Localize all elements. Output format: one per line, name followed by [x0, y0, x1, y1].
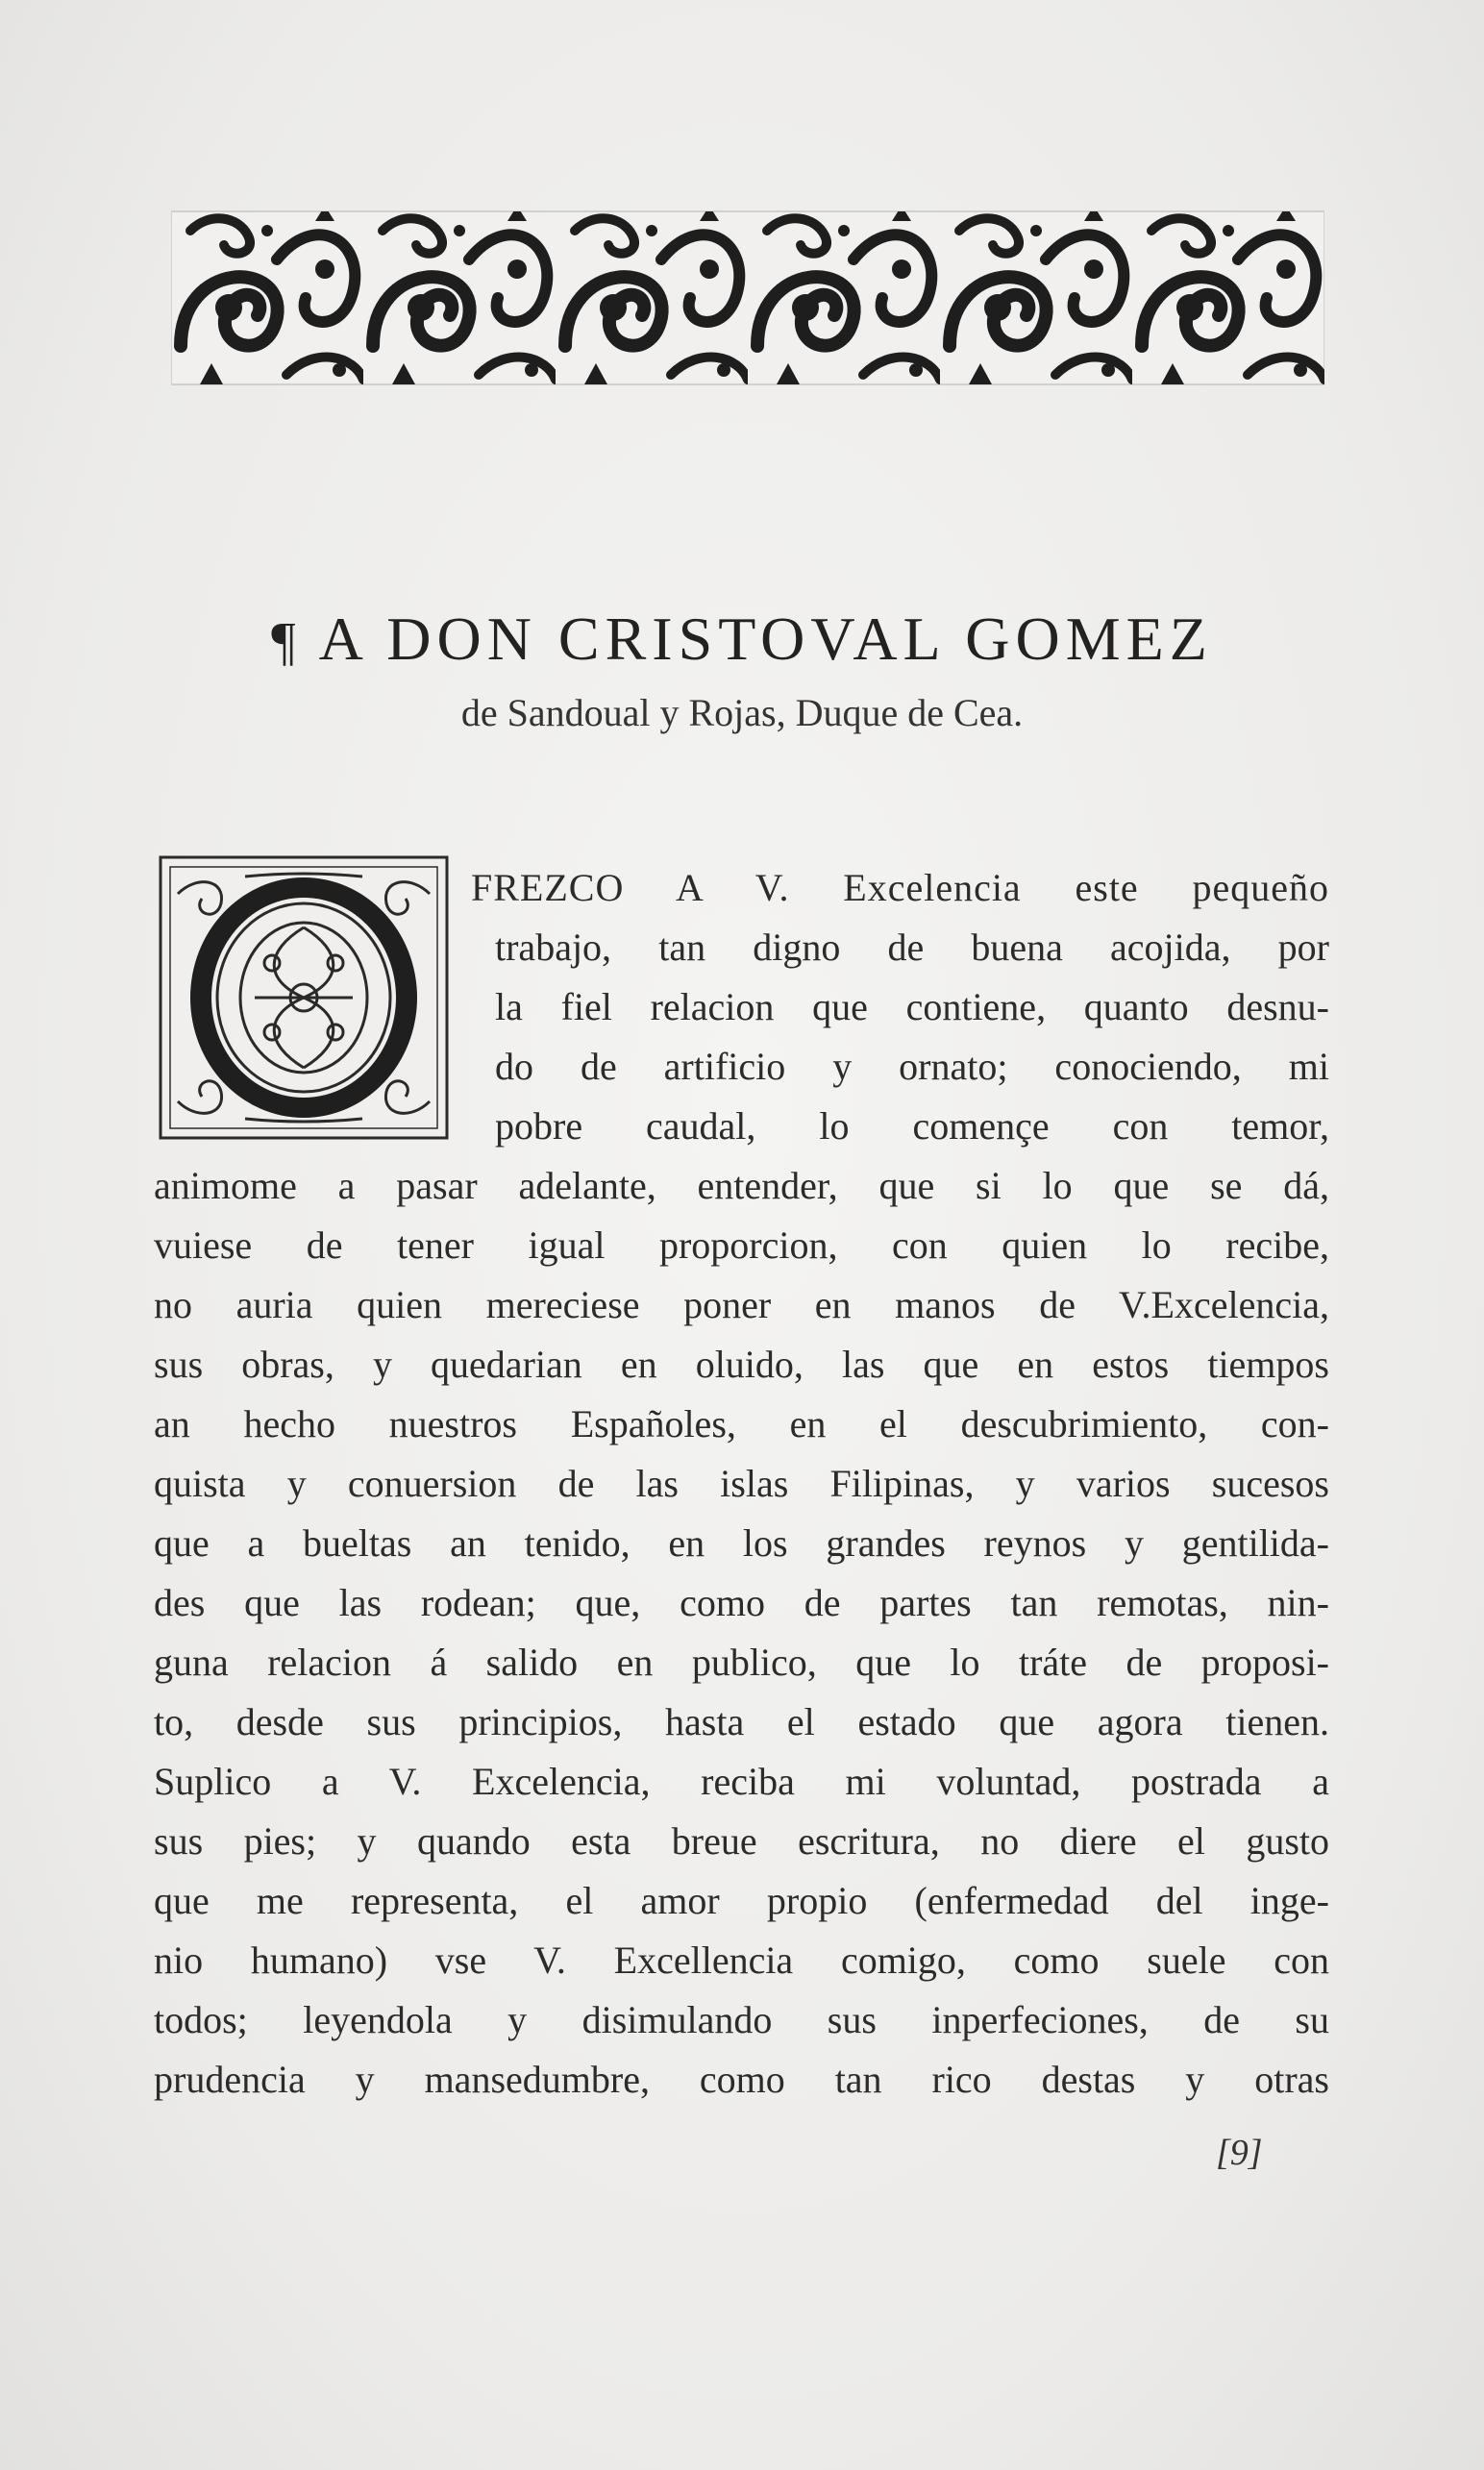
body-line-17: sus pies; y quando esta breue escritura, no diere el gusto: [154, 1819, 1329, 1863]
heading-title: A DON CRISTOVAL GOMEZ: [318, 605, 1213, 673]
body-line-16: Suplico a V. Excelencia, reciba mi voluntad, postrada a: [154, 1760, 1329, 1803]
body-line-15: to, desde sus principios, hasta el estado que agora tienen.: [154, 1700, 1329, 1743]
body-line-9: sus obras, y quedarian en oluido, las que en estos tiempos: [154, 1343, 1329, 1386]
body-line-7: vuiese de tener igual proporcion, con quien lo recibe,: [154, 1223, 1329, 1267]
body-line-18: que me representa, el amor propio (enfermedad del inge-: [154, 1879, 1329, 1922]
body-line-6: animome a pasar adelante, entender, que si lo que se dá,: [154, 1164, 1329, 1207]
body-line-11: quista y conuersion de las islas Filipinas, y varios sucesos: [154, 1462, 1329, 1505]
body-line-8: no auria quien mereciese poner en manos de V.Excelencia,: [154, 1283, 1329, 1326]
body-line-3: la fiel relacion que contiene, quanto desnu-: [495, 985, 1329, 1028]
ornamental-headpiece: [171, 202, 1324, 394]
decorated-initial-o: [159, 855, 449, 1140]
body-line-12: que a bueltas an tenido, en los grandes reynos y gentilida-: [154, 1521, 1329, 1565]
dedication-subheading: de Sandoual y Rojas, Duque de Cea.: [460, 691, 1024, 734]
body-line-20: todos; leyendola y disimulando sus inperfeciones, de su: [154, 1998, 1329, 2041]
dedication-heading: [0, 604, 1484, 675]
body-line-2: trabajo, tan digno de buena acojida, por: [495, 926, 1329, 969]
body-line-14: guna relacion á salido en publico, que lo tráte de proposi-: [154, 1641, 1329, 1684]
body-line-1: FREZCO A V. Excelencia este pequeño: [471, 866, 1329, 909]
body-line-19: nio humano) vse V. Excellencia comigo, como suele con: [154, 1939, 1329, 1982]
body-line-10: an hecho nuestros Españoles, en el descubrimiento, con-: [154, 1402, 1329, 1445]
body-line-13: des que las rodean; que, como de partes tan remotas, nin-: [154, 1581, 1329, 1624]
body-line-21: prudencia y mansedumbre, como tan rico destas y otras: [154, 2058, 1329, 2101]
page-number: [9]: [1216, 2133, 1263, 2173]
pilcrow-icon: ¶: [271, 612, 302, 672]
body-line-4: do de artificio y ornato; conociendo, mi: [495, 1045, 1329, 1088]
body-line-5: pobre caudal, lo començe con temor,: [495, 1104, 1329, 1148]
